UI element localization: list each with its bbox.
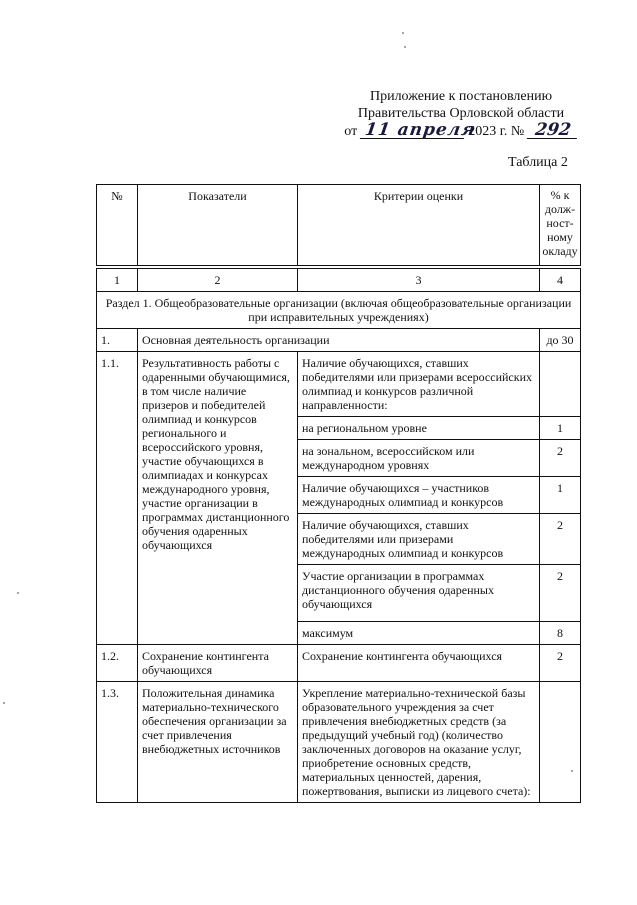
- value-cell: [540, 682, 581, 803]
- table-row: [97, 645, 581, 682]
- row-value: до 30: [540, 329, 581, 352]
- col-number: 1: [97, 269, 138, 292]
- table-header-row: [97, 185, 581, 266]
- value-cell: [540, 352, 581, 417]
- scan-speck: [17, 592, 19, 594]
- col-header-no: №: [97, 185, 138, 266]
- table-row: [97, 352, 581, 417]
- criteria-cell: Укрепление материально-технической базы образовательного учреждения за счет привлечения внебюджетных средств (за предыдущий учебный год) (количество заключенных договоров на оказание услуг, приобретение основных средств, материальных ценностей, дарения, пожертвования, выписки из лицевого счета):: [298, 682, 540, 803]
- table-label: Таблица 2: [508, 155, 568, 170]
- handwritten-date: 11 апреля: [360, 122, 466, 139]
- header-prefix: от: [344, 124, 358, 139]
- header-line-2: Правительства Орловской области: [357, 106, 565, 121]
- table-row: [97, 329, 581, 352]
- criteria-cell: Сохранение контингента обучающихся: [298, 645, 540, 682]
- value-cell: 2: [540, 440, 581, 477]
- criteria-table: [96, 184, 581, 803]
- scan-speck: [402, 32, 404, 34]
- criteria-cell: максимум: [298, 622, 540, 645]
- table-row: [97, 682, 581, 803]
- value-cell: 2: [540, 514, 581, 565]
- scan-speck: [571, 770, 573, 772]
- col-header-percent: % к долж-ност-ному окладу: [540, 185, 581, 266]
- row-label: Основная деятельность организации: [138, 329, 540, 352]
- col-header-criteria: Критерии оценки: [298, 185, 540, 266]
- criteria-cell: Наличие обучающихся, ставших победителями или призерами международных олимпиад и конкурсов: [298, 514, 540, 565]
- row-number: 1.3.: [97, 682, 138, 803]
- row-indicator: Сохранение контингента обучающихся: [138, 645, 298, 682]
- scan-speck: [404, 46, 406, 48]
- row-number: 1.: [97, 329, 138, 352]
- section-title: Раздел 1. Общеобразовательные организации (включая общеобразовательные организации при исправительных учреждениях): [97, 292, 581, 329]
- value-cell: 2: [540, 565, 581, 622]
- col-number: 3: [298, 269, 540, 292]
- value-cell: 1: [540, 477, 581, 514]
- col-header-indicators: Показатели: [138, 185, 298, 266]
- value-cell: 8: [540, 622, 581, 645]
- value-cell: 1: [540, 417, 581, 440]
- header-line-3: [336, 122, 586, 140]
- criteria-cell: Участие организации в программах дистанционного обучения одаренных обучающихся: [298, 565, 540, 622]
- handwritten-number: 292: [527, 122, 579, 139]
- criteria-cell: Наличие обучающихся, ставших победителями или призерами всероссийских олимпиад и конкурсов различной направленности:: [298, 352, 540, 417]
- column-numbers-row: [97, 269, 581, 292]
- value-cell: 2: [540, 645, 581, 682]
- scan-speck: [3, 702, 5, 704]
- criteria-cell: на региональном уровне: [298, 417, 540, 440]
- row-indicator: Результативность работы с одаренными обучающимися, в том числе наличие призеров и победителей олимпиад и конкурсов регионального и всероссийского уровня, участие обучающихся в олимпиадах и конкурсах международного уровня, участие организации в программах дистанционного обучения одаренных обучающихся: [138, 352, 298, 645]
- section-row: [97, 292, 581, 329]
- col-number: 2: [138, 269, 298, 292]
- header-year: 2023 г. №: [468, 124, 525, 139]
- document-header: [336, 88, 586, 140]
- criteria-cell: на зональном, всероссийском или международном уровнях: [298, 440, 540, 477]
- header-line-1: Приложение к постановлению: [369, 89, 553, 104]
- criteria-cell: Наличие обучающихся – участников международных олимпиад и конкурсов: [298, 477, 540, 514]
- row-number: 1.2.: [97, 645, 138, 682]
- row-number: 1.1.: [97, 352, 138, 645]
- row-indicator: Положительная динамика материально-технического обеспечения организации за счет привлечения внебюджетных источников: [138, 682, 298, 803]
- col-number: 4: [540, 269, 581, 292]
